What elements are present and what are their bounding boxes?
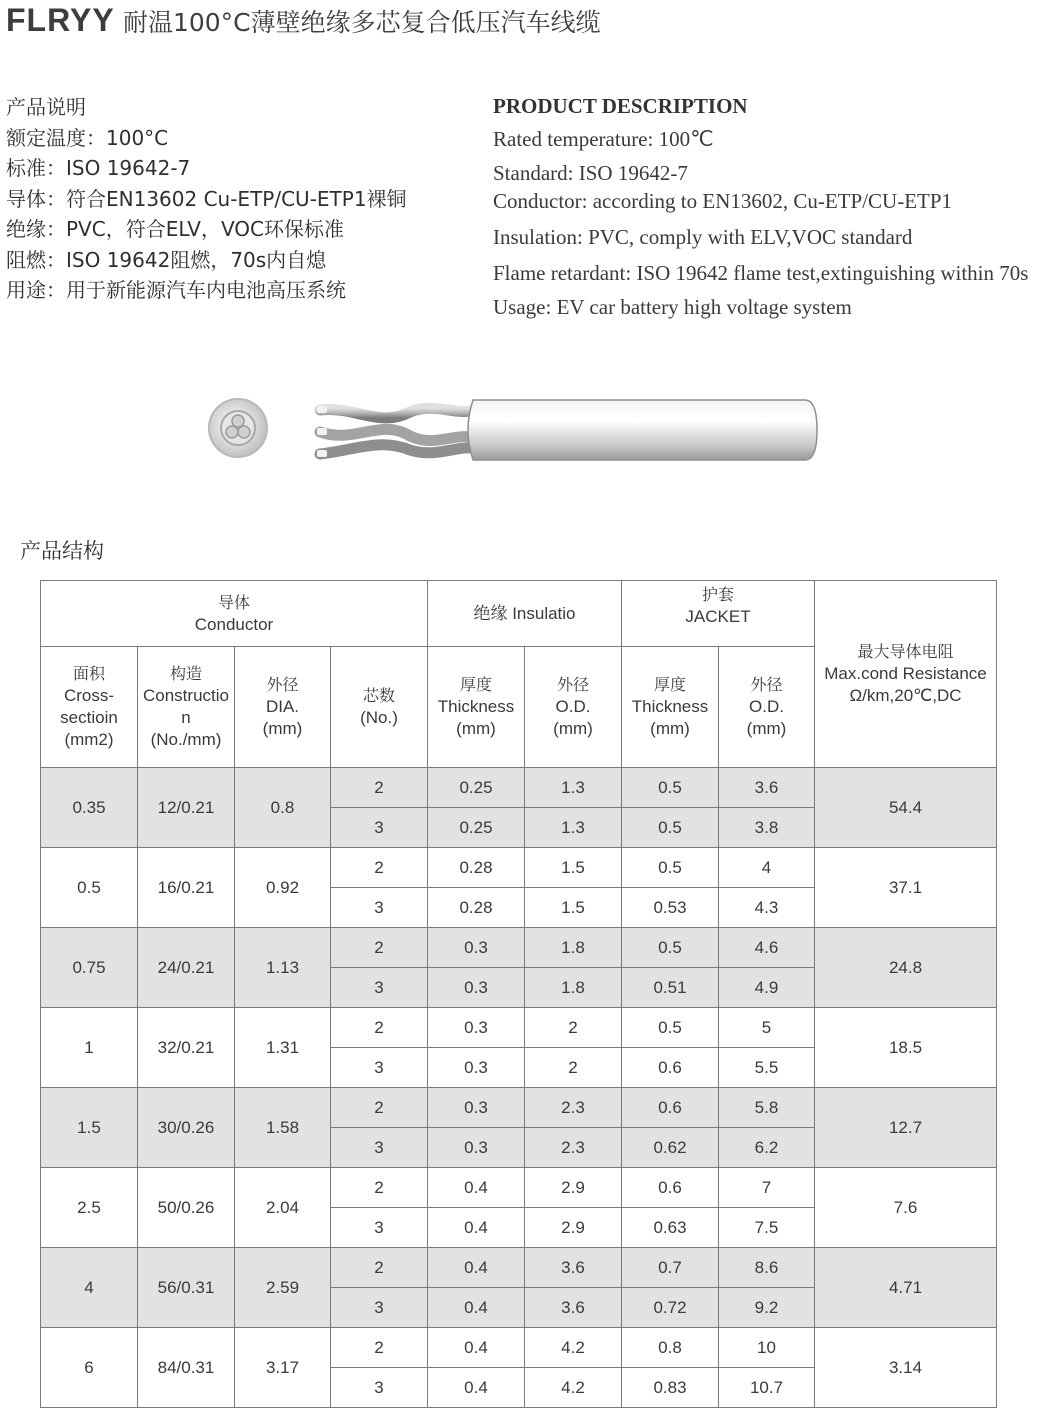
cell-insulation-od: 1.5 bbox=[525, 888, 622, 928]
cell-insulation-od: 1.5 bbox=[525, 848, 622, 888]
col-header-unit: (No./mm) bbox=[150, 730, 222, 749]
cable-illustration bbox=[205, 388, 825, 478]
cell-resistance: 24.8 bbox=[815, 928, 997, 1008]
cell-jacket-thickness: 0.6 bbox=[622, 1168, 719, 1208]
cell-construction: 30/0.26 bbox=[138, 1088, 235, 1168]
cell-conductor-dia: 2.04 bbox=[235, 1168, 331, 1248]
cell-cores: 3 bbox=[331, 1288, 428, 1328]
en-desc-heading: PRODUCT DESCRIPTION bbox=[493, 94, 748, 118]
cell-insulation-thickness: 0.4 bbox=[428, 1208, 525, 1248]
cell-conductor-dia: 1.58 bbox=[235, 1088, 331, 1168]
cell-area: 0.35 bbox=[41, 768, 138, 848]
header-insulation-label: 绝缘 Insulatio bbox=[473, 603, 576, 623]
cn-desc-line: 导体：符合EN13602 Cu-ETP/CU-ETP1裸铜 bbox=[6, 186, 407, 211]
cell-insulation-thickness: 0.28 bbox=[428, 888, 525, 928]
col-header-insulation-od bbox=[525, 647, 622, 768]
cell-cores: 3 bbox=[331, 1208, 428, 1248]
cell-jacket-od: 5 bbox=[719, 1008, 815, 1048]
cell-insulation-od: 4.2 bbox=[525, 1328, 622, 1368]
en-desc-line: Standard: ISO 19642-7 bbox=[493, 161, 688, 185]
cell-resistance: 37.1 bbox=[815, 848, 997, 928]
col-header-conductor-dia bbox=[235, 647, 331, 768]
cell-jacket-od: 8.6 bbox=[719, 1248, 815, 1288]
cell-construction: 56/0.31 bbox=[138, 1248, 235, 1328]
cell-jacket-thickness: 0.62 bbox=[622, 1128, 719, 1168]
description-chinese bbox=[6, 92, 407, 306]
en-desc-line: Conductor: according to EN13602, Cu-ETP/CU-ETP1 bbox=[493, 189, 953, 213]
col-header-unit: (mm) bbox=[650, 719, 690, 738]
cell-insulation-od: 1.8 bbox=[525, 968, 622, 1008]
header-jacket-en: JACKET bbox=[685, 607, 751, 626]
cell-jacket-thickness: 0.63 bbox=[622, 1208, 719, 1248]
cell-insulation-od: 1.3 bbox=[525, 808, 622, 848]
cell-insulation-od: 3.6 bbox=[525, 1288, 622, 1328]
cell-insulation-thickness: 0.3 bbox=[428, 1048, 525, 1088]
cell-jacket-od: 6.2 bbox=[719, 1128, 815, 1168]
cell-construction: 32/0.21 bbox=[138, 1008, 235, 1088]
cell-insulation-od: 2 bbox=[525, 1048, 622, 1088]
en-desc-line: Rated temperature: 100℃ bbox=[493, 127, 714, 151]
cell-conductor-dia: 1.31 bbox=[235, 1008, 331, 1088]
table-row bbox=[41, 848, 997, 888]
cell-jacket-thickness: 0.5 bbox=[622, 928, 719, 968]
en-desc-line: Usage: EV car battery high voltage system bbox=[493, 295, 852, 319]
col-header-en: O.D. bbox=[555, 697, 591, 716]
table-row bbox=[41, 1088, 997, 1128]
product-code: FLRYY bbox=[6, 2, 115, 38]
cell-resistance: 4.71 bbox=[815, 1248, 997, 1328]
cell-cores: 2 bbox=[331, 1328, 428, 1368]
cell-jacket-od: 7.5 bbox=[719, 1208, 815, 1248]
col-header-cn: 厚度 bbox=[459, 675, 492, 694]
col-header-insulation-thickness bbox=[428, 647, 525, 768]
cell-jacket-thickness: 0.6 bbox=[622, 1088, 719, 1128]
cell-insulation-thickness: 0.25 bbox=[428, 768, 525, 808]
col-header-cores bbox=[331, 647, 428, 768]
cell-resistance: 3.14 bbox=[815, 1328, 997, 1408]
cell-insulation-od: 2.9 bbox=[525, 1208, 622, 1248]
cell-insulation-thickness: 0.4 bbox=[428, 1248, 525, 1288]
col-header-en: n bbox=[181, 708, 191, 727]
cell-conductor-dia: 0.8 bbox=[235, 768, 331, 848]
cell-insulation-thickness: 0.4 bbox=[428, 1288, 525, 1328]
cell-jacket-thickness: 0.5 bbox=[622, 808, 719, 848]
cell-cores: 3 bbox=[331, 968, 428, 1008]
cell-jacket-od: 10 bbox=[719, 1328, 815, 1368]
cell-jacket-od: 9.2 bbox=[719, 1288, 815, 1328]
col-header-unit: (mm) bbox=[456, 719, 496, 738]
cell-insulation-thickness: 0.3 bbox=[428, 968, 525, 1008]
cell-jacket-thickness: 0.72 bbox=[622, 1288, 719, 1328]
en-desc-line: Insulation: PVC, comply with ELV,VOC standard bbox=[493, 225, 913, 249]
section-title: 产品结构 bbox=[20, 539, 104, 563]
cell-insulation-od: 2.3 bbox=[525, 1088, 622, 1128]
header-resistance-unit: Ω/km,20℃,DC bbox=[849, 686, 962, 705]
page-title bbox=[6, 2, 601, 39]
cell-construction: 16/0.21 bbox=[138, 848, 235, 928]
col-header-en: O.D. bbox=[749, 697, 784, 716]
col-header-cn: 外径 bbox=[750, 675, 783, 694]
cell-conductor-dia: 2.59 bbox=[235, 1248, 331, 1328]
col-header-unit: (mm2) bbox=[64, 730, 114, 749]
cell-construction: 50/0.26 bbox=[138, 1168, 235, 1248]
cn-desc-line: 阻燃：ISO 19642阻燃，70s内自熄 bbox=[6, 247, 327, 272]
cell-cores: 3 bbox=[331, 1128, 428, 1168]
cell-cores: 3 bbox=[331, 1048, 428, 1088]
cell-jacket-od: 5.5 bbox=[719, 1048, 815, 1088]
cn-desc-line: 标准：ISO 19642-7 bbox=[6, 156, 191, 180]
col-header-cn: 面积 bbox=[72, 664, 105, 683]
cell-insulation-thickness: 0.3 bbox=[428, 1088, 525, 1128]
col-header-en: (No.) bbox=[360, 708, 398, 727]
cn-desc-line: 额定温度：100°C bbox=[6, 125, 169, 150]
col-header-en: Constructio bbox=[143, 686, 229, 705]
cell-area: 1.5 bbox=[41, 1088, 138, 1168]
cell-jacket-thickness: 0.5 bbox=[622, 848, 719, 888]
header-insulation bbox=[428, 581, 622, 647]
cell-jacket-thickness: 0.7 bbox=[622, 1248, 719, 1288]
cell-insulation-thickness: 0.3 bbox=[428, 1008, 525, 1048]
cell-insulation-thickness: 0.3 bbox=[428, 1128, 525, 1168]
col-header-en: Thickness bbox=[631, 697, 709, 716]
cell-jacket-od: 4.6 bbox=[719, 928, 815, 968]
cell-cores: 2 bbox=[331, 1088, 428, 1128]
col-header-jacket-od bbox=[719, 647, 815, 768]
cell-insulation-thickness: 0.4 bbox=[428, 1368, 525, 1408]
col-header-cn: 芯数 bbox=[362, 686, 395, 705]
header-jacket bbox=[622, 581, 815, 647]
cell-insulation-od: 4.2 bbox=[525, 1368, 622, 1408]
cell-jacket-od: 4.9 bbox=[719, 968, 815, 1008]
cn-desc-line: 用途：用于新能源汽车内电池高压系统 bbox=[6, 278, 346, 302]
cell-insulation-od: 2.3 bbox=[525, 1128, 622, 1168]
cell-insulation-od: 3.6 bbox=[525, 1248, 622, 1288]
cn-desc-heading: 产品说明 bbox=[6, 95, 86, 119]
cell-construction: 24/0.21 bbox=[138, 928, 235, 1008]
cell-insulation-od: 1.3 bbox=[525, 768, 622, 808]
cell-conductor-dia: 3.17 bbox=[235, 1328, 331, 1408]
cell-jacket-od: 3.8 bbox=[719, 808, 815, 848]
cell-insulation-thickness: 0.4 bbox=[428, 1328, 525, 1368]
col-header-en: Cross- bbox=[63, 686, 115, 705]
cell-insulation-thickness: 0.3 bbox=[428, 928, 525, 968]
col-header-cn: 外径 bbox=[556, 675, 589, 694]
cell-conductor-dia: 0.92 bbox=[235, 848, 331, 928]
cell-insulation-od: 2 bbox=[525, 1008, 622, 1048]
cell-cores: 2 bbox=[331, 1168, 428, 1208]
col-header-unit: (mm) bbox=[553, 719, 593, 738]
cell-jacket-thickness: 0.53 bbox=[622, 888, 719, 928]
col-header-en: Thickness bbox=[437, 697, 515, 716]
cell-jacket-thickness: 0.8 bbox=[622, 1328, 719, 1368]
col-header-cn: 厚度 bbox=[653, 675, 686, 694]
table-row bbox=[41, 928, 997, 968]
cell-jacket-thickness: 0.6 bbox=[622, 1048, 719, 1088]
col-header-unit: (mm) bbox=[746, 719, 787, 738]
cell-area: 4 bbox=[41, 1248, 138, 1328]
cell-resistance: 12.7 bbox=[815, 1088, 997, 1168]
cell-jacket-thickness: 0.5 bbox=[622, 1008, 719, 1048]
col-header-area bbox=[41, 647, 138, 768]
cell-insulation-od: 1.8 bbox=[525, 928, 622, 968]
col-header-construction bbox=[138, 647, 235, 768]
col-header-cn: 构造 bbox=[169, 664, 202, 683]
cell-area: 0.75 bbox=[41, 928, 138, 1008]
cell-construction: 84/0.31 bbox=[138, 1328, 235, 1408]
header-jacket-cn: 护套 bbox=[701, 585, 734, 604]
cell-jacket-od: 7 bbox=[719, 1168, 815, 1208]
col-header-cn: 外径 bbox=[266, 675, 299, 694]
cell-jacket-od: 10.7 bbox=[719, 1368, 815, 1408]
cell-jacket-od: 5.8 bbox=[719, 1088, 815, 1128]
table-row bbox=[41, 1008, 997, 1048]
cell-insulation-od: 2.9 bbox=[525, 1168, 622, 1208]
cell-construction: 12/0.21 bbox=[138, 768, 235, 848]
cell-jacket-od: 4.3 bbox=[719, 888, 815, 928]
cell-insulation-thickness: 0.25 bbox=[428, 808, 525, 848]
cell-conductor-dia: 1.13 bbox=[235, 928, 331, 1008]
table-row bbox=[41, 768, 997, 808]
cell-resistance: 7.6 bbox=[815, 1168, 997, 1248]
cable-cross-section bbox=[209, 399, 267, 457]
cell-insulation-thickness: 0.4 bbox=[428, 1168, 525, 1208]
cell-area: 2.5 bbox=[41, 1168, 138, 1248]
cell-cores: 3 bbox=[331, 888, 428, 928]
cell-cores: 3 bbox=[331, 1368, 428, 1408]
col-header-unit: (mm) bbox=[262, 719, 303, 738]
cell-cores: 2 bbox=[331, 1248, 428, 1288]
cell-cores: 2 bbox=[331, 768, 428, 808]
cell-cores: 2 bbox=[331, 848, 428, 888]
cell-resistance: 18.5 bbox=[815, 1008, 997, 1088]
en-desc-line: Flame retardant: ISO 19642 flame test,extinguishing within 70s bbox=[493, 261, 1029, 285]
spec-table bbox=[40, 580, 997, 1408]
header-conductor bbox=[41, 581, 428, 647]
table-row bbox=[41, 1248, 997, 1288]
cell-resistance: 54.4 bbox=[815, 768, 997, 848]
cell-insulation-thickness: 0.28 bbox=[428, 848, 525, 888]
product-subtitle: 耐温100°C薄壁绝缘多芯复合低压汽车线缆 bbox=[122, 8, 601, 37]
cell-area: 0.5 bbox=[41, 848, 138, 928]
header-resistance-en: Max.cond Resistance bbox=[824, 664, 987, 683]
table-row bbox=[41, 1328, 997, 1368]
cable-side-view bbox=[317, 400, 817, 460]
col-header-en: DIA. bbox=[265, 697, 300, 716]
cell-jacket-thickness: 0.83 bbox=[622, 1368, 719, 1408]
header-resistance bbox=[815, 581, 997, 768]
header-conductor-en: Conductor bbox=[194, 614, 274, 634]
header-conductor-cn: 导体 bbox=[217, 592, 250, 612]
cell-cores: 3 bbox=[331, 808, 428, 848]
col-header-jacket-thickness bbox=[622, 647, 719, 768]
table-row bbox=[41, 1168, 997, 1208]
cell-cores: 2 bbox=[331, 928, 428, 968]
cell-area: 6 bbox=[41, 1328, 138, 1408]
cell-jacket-od: 4 bbox=[719, 848, 815, 888]
cn-desc-line: 绝缘：PVC，符合ELV，VOC环保标准 bbox=[6, 217, 345, 241]
cell-jacket-thickness: 0.51 bbox=[622, 968, 719, 1008]
header-resistance-cn: 最大导体电阻 bbox=[857, 642, 954, 661]
cell-cores: 2 bbox=[331, 1008, 428, 1048]
col-header-en: sectioin bbox=[60, 708, 118, 727]
cell-jacket-thickness: 0.5 bbox=[622, 768, 719, 808]
cell-jacket-od: 3.6 bbox=[719, 768, 815, 808]
cell-area: 1 bbox=[41, 1008, 138, 1088]
